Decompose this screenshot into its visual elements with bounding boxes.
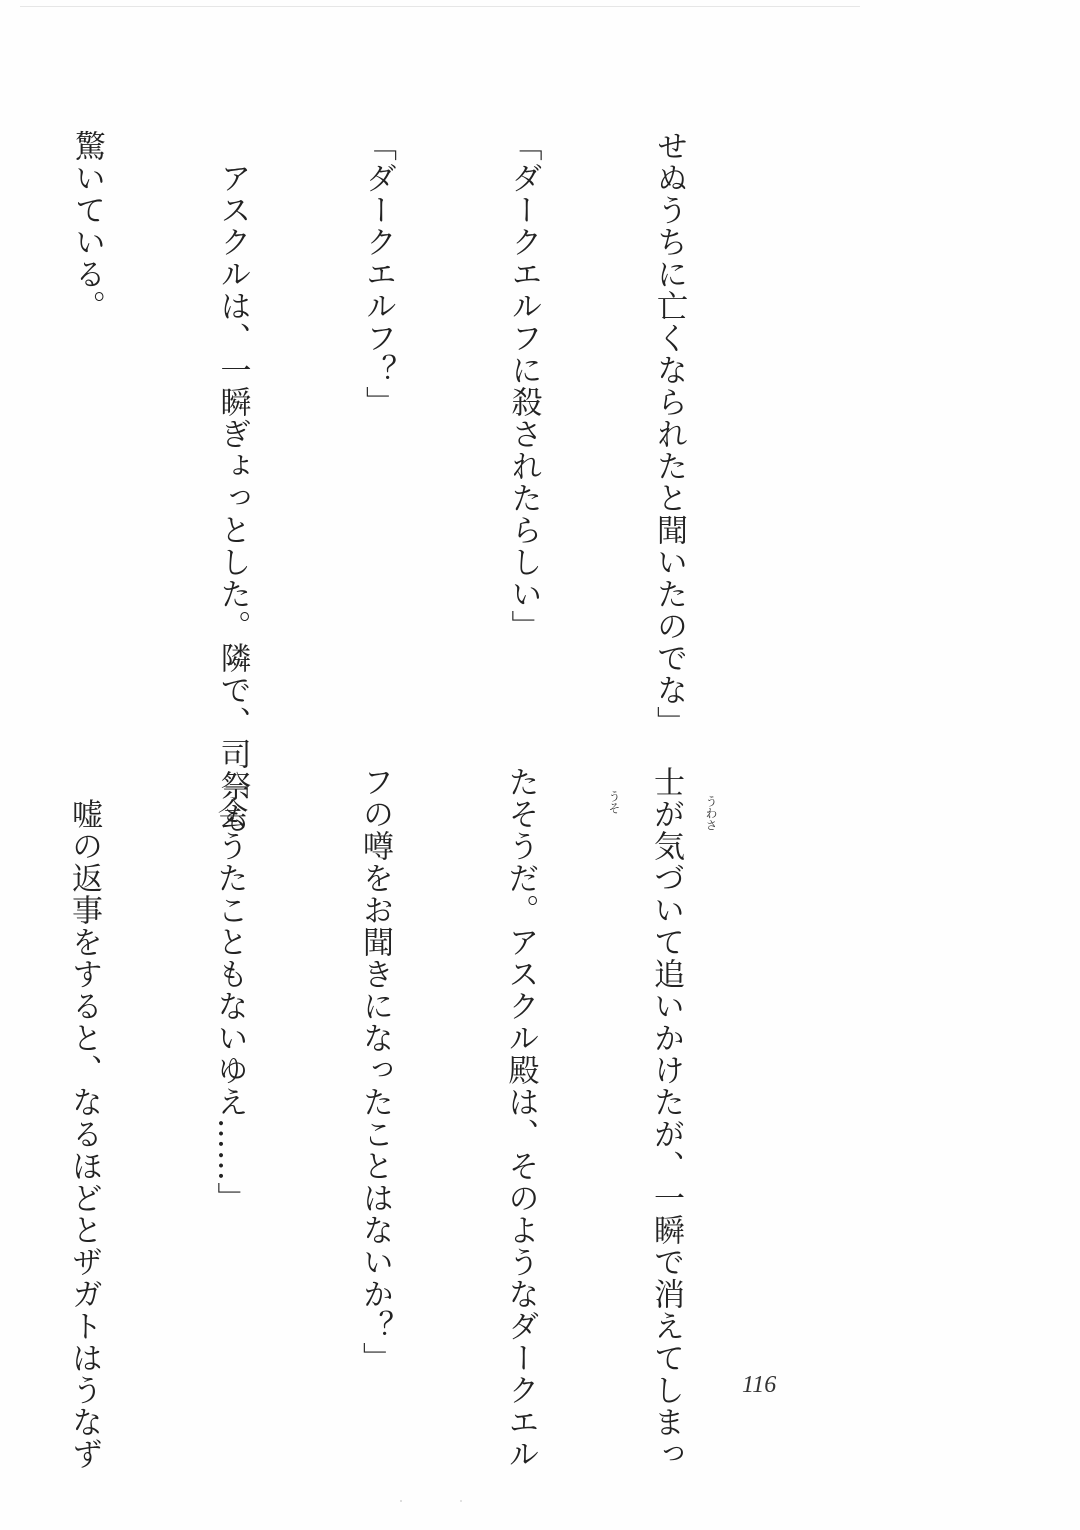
page-top-edge <box>20 6 860 7</box>
text-line: 驚いている。 <box>69 130 105 322</box>
text-line: フの噂をお聞きになったことはないか？」 <box>357 766 393 1374</box>
text-line: 「ダークエルフに殺されたらしい」 <box>505 130 542 642</box>
text-line: アスクルは、一瞬ぎょっとした。隣で、司祭も <box>214 130 251 834</box>
ruby-uso: うそ <box>607 790 621 814</box>
text-line: せぬうちに亡くなられたと聞いたのでな」 <box>651 130 687 738</box>
page-number: 116 <box>742 1372 777 1398</box>
text-line: たそうだ。アスクル殿は、そのようなダークエル <box>502 766 539 1470</box>
ruby-uwasa: うわさ <box>704 795 718 831</box>
scan-specks <box>400 1500 600 1502</box>
text-line: 「ダークエルフ？」 <box>360 130 396 418</box>
text-line: 士が気づいて追いかけたが、一瞬で消えてしまっ <box>648 766 684 1470</box>
text-line: 「会うたこともないゆえ……」 <box>211 766 248 1214</box>
text-line: 嘘の返事をすると、なるほどとザガトはうなず <box>66 766 102 1470</box>
